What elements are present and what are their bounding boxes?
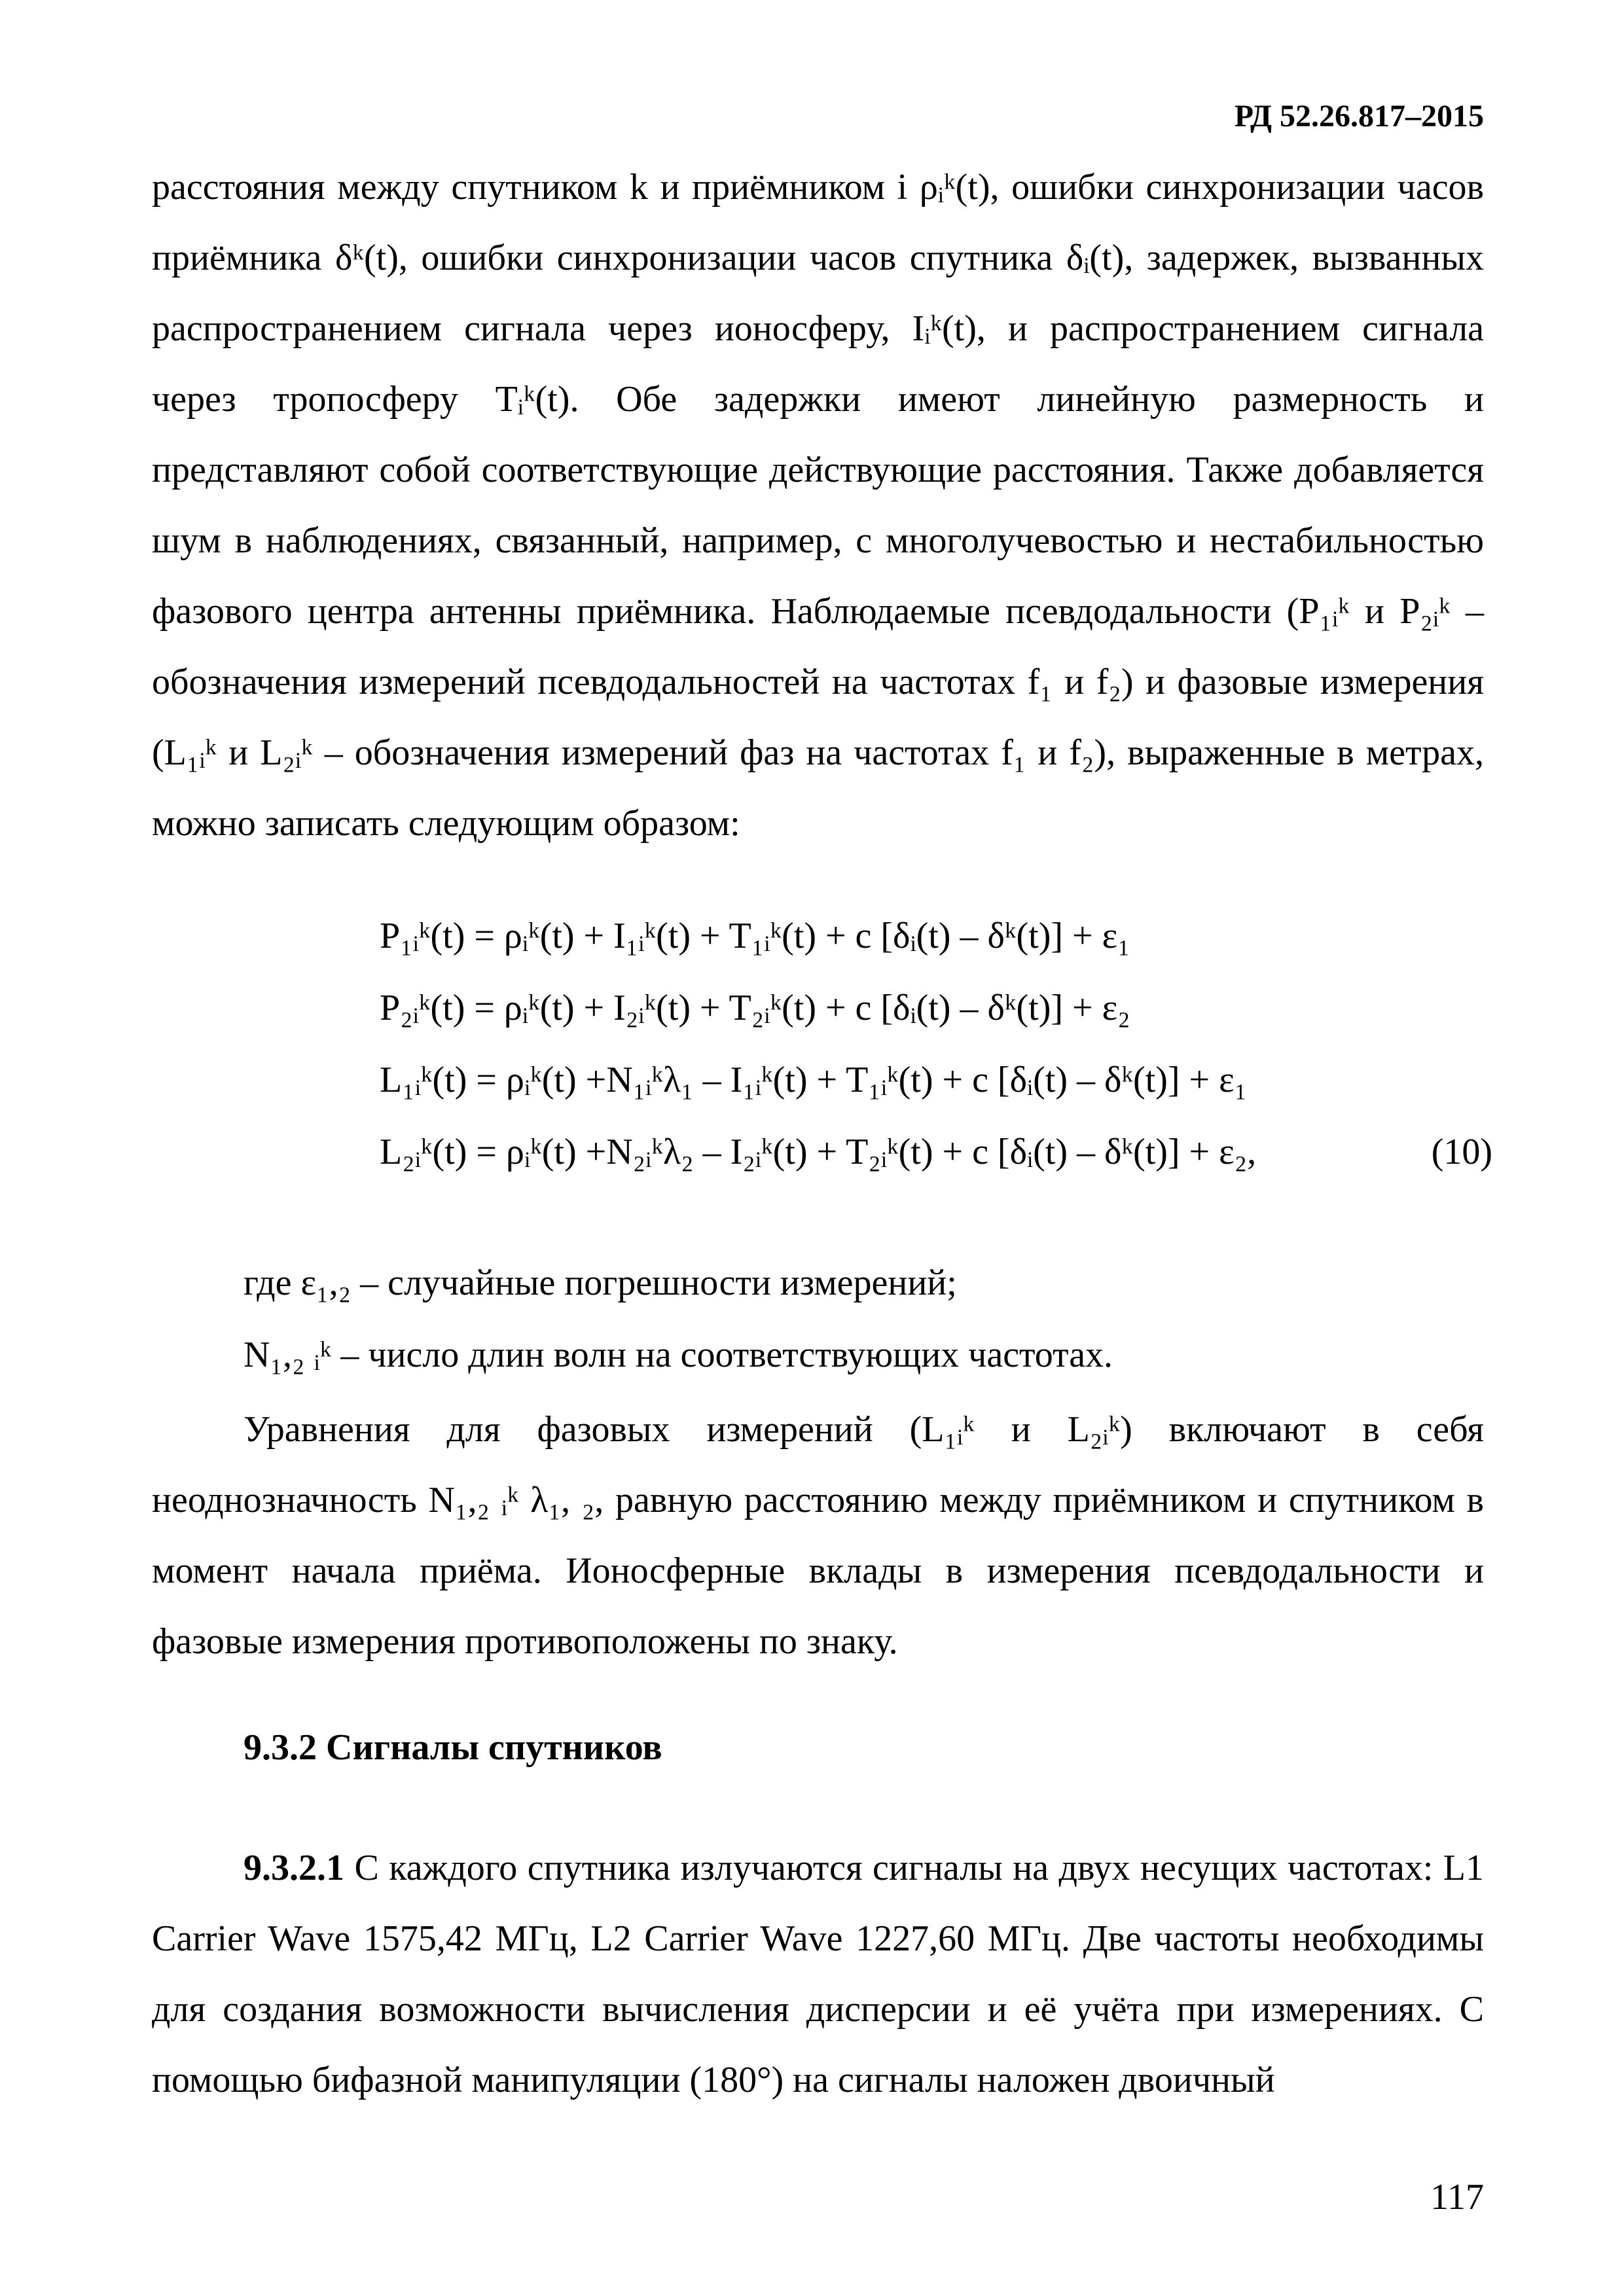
equation-text: L₁ᵢᵏ(t) = ρᵢᵏ(t) +N₁ᵢᵏλ₁ – I₁ᵢᵏ(t) + T₁ᵢᵏ(t) + c [δᵢ(t) – δᵏ(t)] + ε₁ bbox=[380, 1060, 1248, 1100]
equation-text: P₁ᵢᵏ(t) = ρᵢᵏ(t) + I₁ᵢᵏ(t) + T₁ᵢᵏ(t) + c [δᵢ(t) – δᵏ(t)] + ε₁ bbox=[380, 916, 1130, 956]
paragraph-intro: расстояния между спутником k и приёмником i ρᵢᵏ(t), ошибки синхронизации часов приёмника δᵏ(t), ошибки синхронизации часов спутника δᵢ(t), задержек, вызванных распространением сигнала через ионосферу, Iᵢᵏ(t), и распространением сигнала через тропосферу Tᵢᵏ(t). Обе задержки имеют линейную размерность и представляют собой соответствующие действующие расстояния. Также добавляется шум в наблюдениях, связанный, например, с многолучевостью и нестабильностью фазового центра антенны приёмника. Наблюдаемые псевдодальности (P₁ᵢᵏ и P₂ᵢᵏ – обозначения измерений псевдодальностей на частотах f₁ и f₂) и фазовые измерения (L₁ᵢᵏ и L₂ᵢᵏ – обозначения измерений фаз на частотах f₁ и f₂), выраженные в метрах, можно записать следующим образом: bbox=[152, 167, 1484, 844]
equation-1 bbox=[380, 900, 1492, 972]
equation-3 bbox=[380, 1044, 1492, 1116]
paragraph-signals-text: С каждого спутника излучаются сигналы на двух несущих частотах: L1 Carrier Wave 1575,42 МГц, L2 Carrier Wave 1227,60 МГц. Две частоты необходимы для создания возможности вычисления дисперсии и её учёта при измерениях. С помощью бифазной манипуляции (180°) на сигналы наложен двоичный bbox=[152, 1848, 1485, 2100]
definition-n: N₁,₂ ᵢᵏ – число длин волн на соответствующих частотах. bbox=[244, 1335, 1113, 1375]
clause-number: 9.3.2.1 bbox=[244, 1848, 344, 1888]
paragraph-phase: Уравнения для фазовых измерений (L₁ᵢᵏ и L₂ᵢᵏ) включают в себя неоднозначность N₁,₂ ᵢᵏ λ₁, ₂, равную расстоянию между приёмником и спутником в момент начала приёма. Ионосферные вклады в измерения псевдодальности и фазовые измерения противоположены по знаку. bbox=[152, 1409, 1484, 1662]
paragraph-signals bbox=[152, 1833, 1484, 2115]
section-heading: 9.3.2 Сигналы спутников bbox=[244, 1727, 662, 1768]
equation-number: (10) bbox=[1431, 1132, 1492, 1172]
equation-block bbox=[380, 900, 1492, 1188]
document-header: РД 52.26.817–2015 bbox=[1234, 99, 1484, 134]
definitions bbox=[244, 1247, 1113, 1391]
page-number: 117 bbox=[1430, 2177, 1484, 2217]
equation-2 bbox=[380, 972, 1492, 1044]
equation-text: L₂ᵢᵏ(t) = ρᵢᵏ(t) +N₂ᵢᵏλ₂ – I₂ᵢᵏ(t) + T₂ᵢᵏ(t) + c [δᵢ(t) – δᵏ(t)] + ε₂, bbox=[380, 1132, 1257, 1172]
equation-4 bbox=[380, 1116, 1492, 1188]
definition-epsilon: где ε₁,₂ – случайные погрешности измерений; bbox=[244, 1263, 957, 1303]
equation-text: P₂ᵢᵏ(t) = ρᵢᵏ(t) + I₂ᵢᵏ(t) + T₂ᵢᵏ(t) + c [δᵢ(t) – δᵏ(t)] + ε₂ bbox=[380, 988, 1130, 1028]
